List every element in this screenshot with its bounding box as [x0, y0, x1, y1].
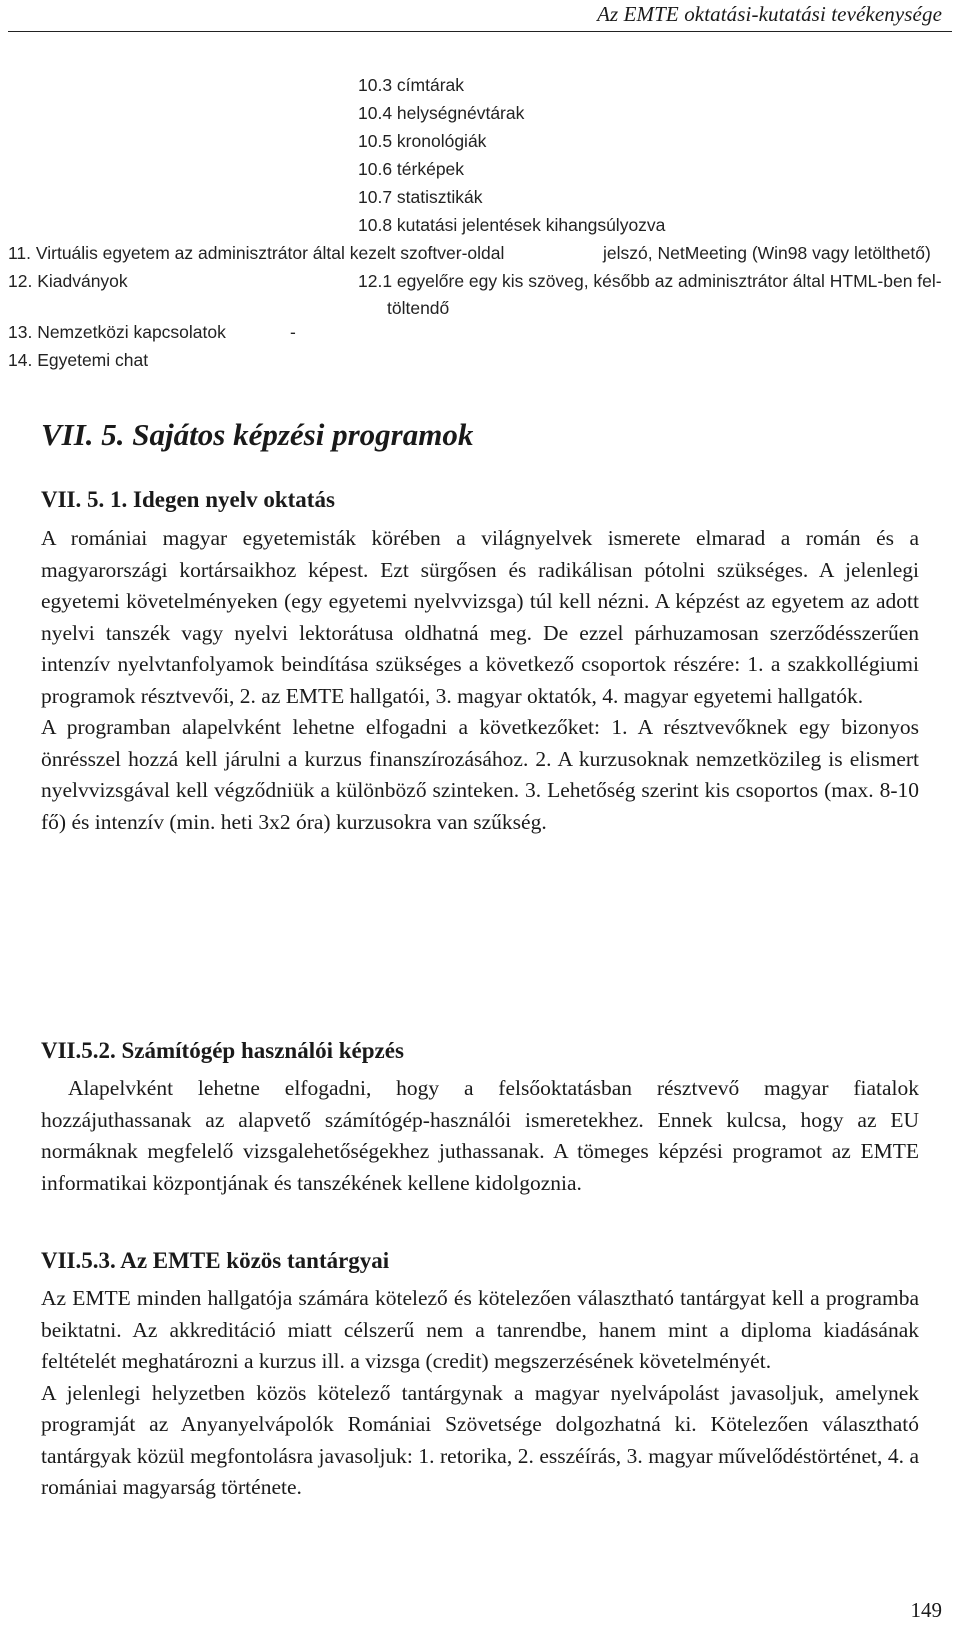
paragraph: A jelenlegi helyzetben közös kötelező tantárgynak a magyar nyelvápolást javasoljuk, amelynek programját az Anyanyelvápolók Romániai Szövetsége dolgozhatná ki. Kötelezően választható tantárgyak közül megfontolásra javasoljuk: 1. retorika, 2. esszéírás, 3. magyar művelődéstörténet, 4. a romániai magyarság története. [41, 1380, 919, 1499]
list-item-13-detail: - [290, 322, 296, 342]
running-header-title: Az EMTE oktatási-kutatási tevékenysége [597, 2, 942, 26]
list-item: 10.6 térképek [358, 159, 465, 179]
list-item-13-label: 13. Nemzetközi kapcsolatok [8, 322, 226, 342]
list-item: 10.7 statisztikák [358, 187, 483, 207]
list-item-11-label: 11. Virtuális egyetem az adminisztrátor által kezelt szoftver-oldal [8, 243, 505, 263]
paragraph: A programban alapelvként lehetne elfogadni a következőket: 1. A résztvevőknek egy bizonyos önrésszel hozzá kell járulni a kurzus finanszírozásához. 2. A kurzusoknak nemzetközileg is elismert nyelvvizsgával kell végződniük a különböző szinteken. 3. Lehetőség szerint kis csoportos (max. 8-10 fő) és intenzív (min. heti 3x2 óra) kurzusokra van szűkség. [41, 715, 919, 834]
header-rule [8, 31, 952, 32]
paragraph: Az EMTE minden hallgatója számára kötelező és kötelezően választható tantárgyat kell a programba beiktatni. Az akkreditáció miatt célszerű nem a tanrendbe, hanem mint a diploma kiadásának feltételét meghatározni a kurzus ill. a vizsga (credit) megszerzésének követelményét. [41, 1286, 919, 1373]
section-title: VII. 5. Sajátos képzési programok [41, 417, 474, 452]
list-item-11-detail: jelszó, NetMeeting (Win98 vagy letölthető) [603, 243, 931, 263]
computer-training-text [41, 1073, 919, 1199]
list-item-12-detail-cont: töltendő [387, 298, 450, 318]
subsection-heading-computer: VII.5.2. Számítógép használói képzés [41, 1038, 404, 1063]
list-item: 10.5 kronológiák [358, 131, 487, 151]
list-item-12-label: 12. Kiadványok [8, 271, 128, 291]
subsection-heading-language: VII. 5. 1. Idegen nyelv oktatás [41, 487, 335, 512]
page-number: 149 [910, 1598, 942, 1622]
list-item-12-detail: 12.1 egyelőre egy kis szöveg, később az adminisztrátor által HTML-ben fel- [358, 271, 942, 291]
common-subjects-text [41, 1283, 919, 1504]
paragraph: A romániai magyar egyetemisták körében a világnyelvek ismerete elmarad a román és a magyarországi kortársaikhoz képest. Ezt sürgősen és radikálisan pótolni szükséges. A jelenlegi egyetemi követelményeken (egy egyetemi nyelvvizsga) túl kell nézni. A képzést az egyetem az adott nyelvi tanszék vagy nyelvi lektorátusa oldhatná meg. De ezzel párhuzamosan szerződésszerűen intenzív nyelvtanfolyamok beindítása szükséges a következő csoportok részére: 1. a szakkollégiumi programok résztvevői, 2. az EMTE hallgatói, 3. magyar oktatók, 4. magyar egyetemi hallgatók. [41, 526, 919, 708]
list-item-14-label: 14. Egyetemi chat [8, 350, 149, 370]
list-item: 10.8 kutatási jelentések kihangsúlyozva [358, 215, 666, 235]
list-item: 10.4 helységnévtárak [358, 103, 525, 123]
paragraph: Alapelvként lehetne elfogadni, hogy a felsőoktatásban résztvevő magyar fiatalok hozzájuthassanak az alapvető számítógép-használói ismeretekhez. Ennek kulcsa, hogy az EU normáknak megfelelő vizsgalehetőségekhez juthassanak. A tömeges képzési programot az EMTE informatikai központjának és tanszékének kellene kidolgoznia. [41, 1076, 919, 1195]
language-teaching-text [41, 523, 919, 838]
list-item: 10.3 címtárak [358, 75, 465, 95]
subsection-heading-common-subjects: VII.5.3. Az EMTE közös tantárgyai [41, 1248, 390, 1273]
